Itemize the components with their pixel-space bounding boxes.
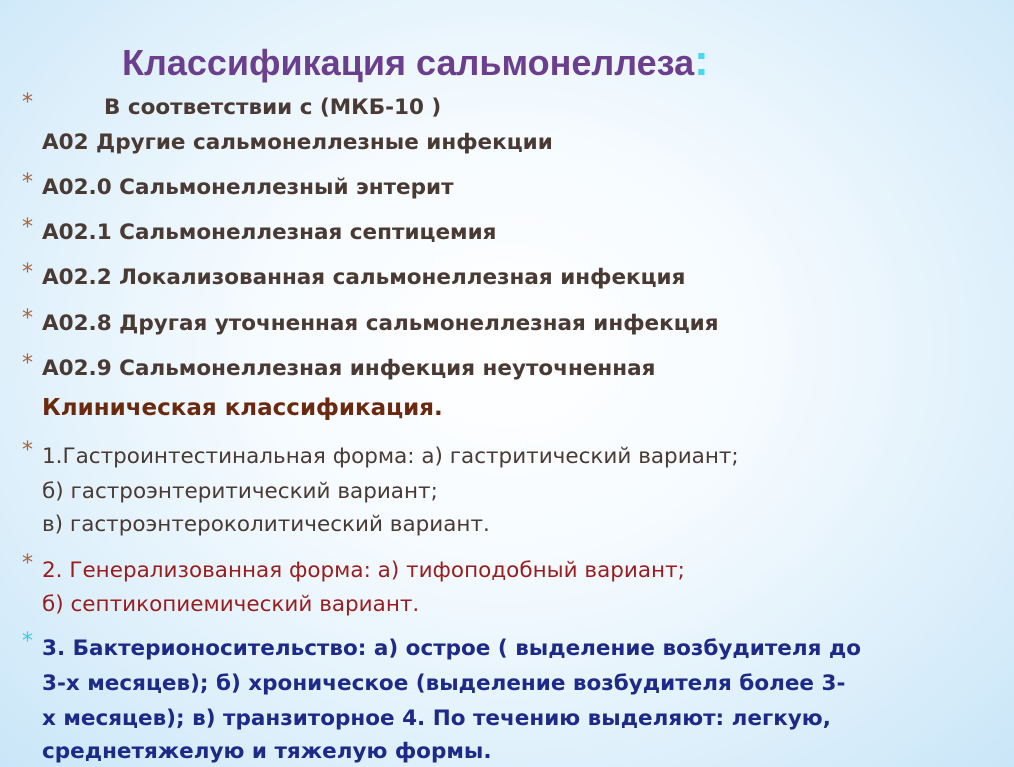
icd-a02-8: A02.8 Другая уточненная сальмонеллезная инфекция [42, 311, 719, 336]
icd-a02: A02 Другие сальмонеллезные инфекции [42, 130, 553, 155]
bullet-icon: * [22, 306, 33, 331]
bullet-icon: * [22, 551, 33, 576]
icd-intro: В соответствии с (МКБ-10 ) [104, 95, 442, 120]
form3-line4: среднетяжелую и тяжелую формы. [42, 739, 492, 764]
form2-line2: б) септикопиемический вариант. [42, 592, 420, 617]
slide-title-text: Классификация сальмонеллеза [122, 42, 695, 83]
slide-title [122, 36, 709, 86]
icd-a02-1: A02.1 Сальмонеллезная септицемия [42, 220, 497, 245]
bullet-icon: * [22, 438, 33, 463]
form2-line1: 2. Генерализованная форма: а) тифоподобный вариант; [42, 558, 685, 583]
bullet-icon: * [22, 170, 33, 195]
icd-a02-0: A02.0 Сальмонеллезный энтерит [42, 175, 454, 200]
form3-line3: х месяцев); в) транзиторное 4. По течению выделяют: легкую, [42, 706, 831, 731]
form1-line3: в) гастроэнтероколитический вариант. [42, 512, 490, 537]
form1-line2: б) гастроэнтеритический вариант; [42, 479, 438, 504]
bullet-icon: * [22, 351, 33, 376]
bullet-icon: * [22, 629, 33, 654]
form3-line1: 3. Бактерионосительство: а) острое ( выделение возбудителя до [42, 636, 862, 661]
form1-line1: 1.Гастроинтестинальная форма: а) гастритический вариант; [42, 444, 739, 469]
form3-line2: 3-х месяцев); б) хроническое (выделение возбудителя более 3- [42, 671, 846, 696]
slide-title-colon: : [694, 36, 709, 85]
icd-a02-9: A02.9 Сальмонеллезная инфекция неуточненная [42, 356, 656, 381]
bullet-icon: * [22, 260, 33, 285]
clinical-heading: Клиническая классификация. [42, 395, 443, 421]
bullet-icon: * [22, 90, 33, 115]
icd-a02-2: A02.2 Локализованная сальмонеллезная инфекция [42, 265, 686, 290]
bullet-icon: * [22, 215, 33, 240]
